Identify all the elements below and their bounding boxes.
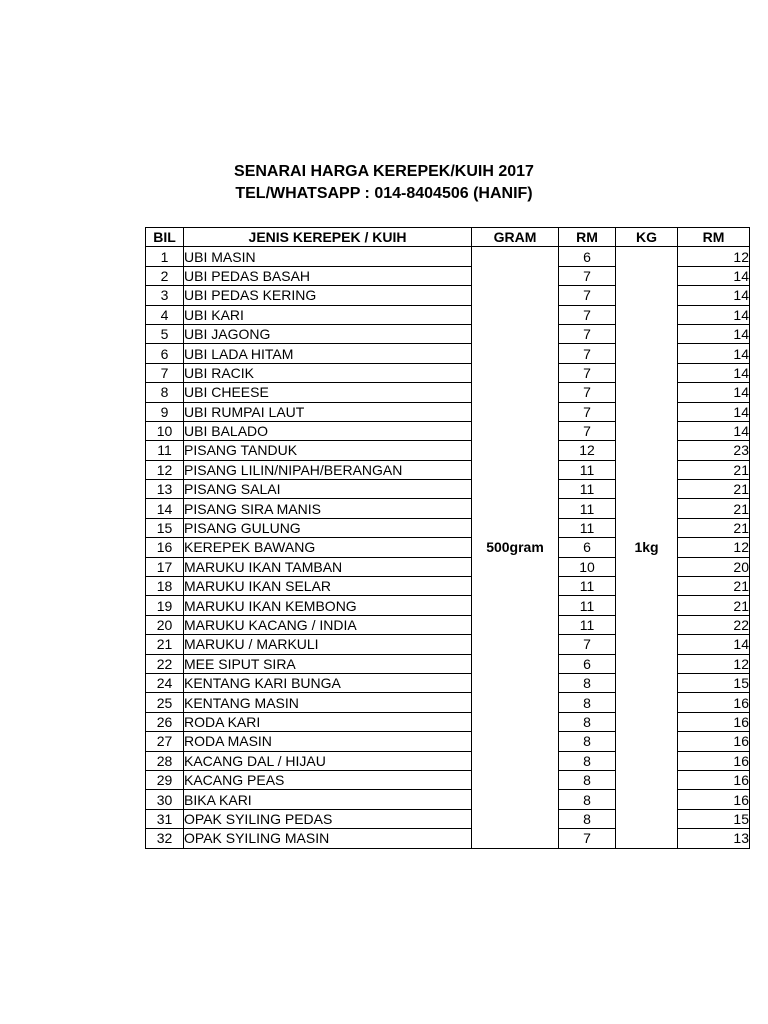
price-500g: 11 (559, 518, 616, 537)
price-1kg: 21 (678, 518, 750, 537)
item-name: MARUKU IKAN KEMBONG (184, 596, 472, 615)
row-number: 8 (146, 383, 184, 402)
price-1kg: 22 (678, 615, 750, 634)
row-number: 15 (146, 518, 184, 537)
price-500g: 8 (559, 732, 616, 751)
row-number: 30 (146, 790, 184, 809)
header-gram: GRAM (472, 228, 559, 247)
price-500g: 11 (559, 596, 616, 615)
row-number: 24 (146, 673, 184, 692)
price-1kg: 12 (678, 654, 750, 673)
item-name: UBI MASIN (184, 247, 472, 266)
price-500g: 7 (559, 344, 616, 363)
price-1kg: 14 (678, 344, 750, 363)
row-number: 10 (146, 421, 184, 440)
row-number: 25 (146, 693, 184, 712)
row-number: 5 (146, 324, 184, 343)
row-number: 22 (146, 654, 184, 673)
row-number: 29 (146, 770, 184, 789)
price-1kg: 21 (678, 577, 750, 596)
item-name: PISANG SALAI (184, 480, 472, 499)
price-1kg: 16 (678, 712, 750, 731)
price-500g: 8 (559, 712, 616, 731)
item-name: PISANG GULUNG (184, 518, 472, 537)
price-500g: 8 (559, 673, 616, 692)
item-name: BIKA KARI (184, 790, 472, 809)
price-500g: 6 (559, 247, 616, 266)
item-name: UBI CHEESE (184, 383, 472, 402)
price-500g: 8 (559, 809, 616, 828)
row-number: 28 (146, 751, 184, 770)
item-name: MEE SIPUT SIRA (184, 654, 472, 673)
price-500g: 7 (559, 829, 616, 848)
item-name: UBI BALADO (184, 421, 472, 440)
header-jenis: JENIS KEREPEK / KUIH (184, 228, 472, 247)
price-1kg: 16 (678, 790, 750, 809)
price-1kg: 14 (678, 421, 750, 440)
price-1kg: 16 (678, 751, 750, 770)
header-rm-500g: RM (559, 228, 616, 247)
kg-value: 1kg (616, 247, 678, 848)
price-1kg: 12 (678, 247, 750, 266)
row-number: 9 (146, 402, 184, 421)
item-name: PISANG TANDUK (184, 441, 472, 460)
price-1kg: 16 (678, 770, 750, 789)
price-500g: 11 (559, 577, 616, 596)
row-number: 21 (146, 635, 184, 654)
price-500g: 7 (559, 402, 616, 421)
item-name: OPAK SYILING MASIN (184, 829, 472, 848)
item-name: OPAK SYILING PEDAS (184, 809, 472, 828)
price-500g: 8 (559, 770, 616, 789)
row-number: 3 (146, 286, 184, 305)
item-name: MARUKU IKAN SELAR (184, 577, 472, 596)
price-1kg: 21 (678, 480, 750, 499)
row-number: 26 (146, 712, 184, 731)
item-name: PISANG LILIN/NIPAH/BERANGAN (184, 460, 472, 479)
price-1kg: 14 (678, 305, 750, 324)
item-name: UBI KARI (184, 305, 472, 324)
price-500g: 6 (559, 538, 616, 557)
price-1kg: 12 (678, 538, 750, 557)
row-number: 7 (146, 363, 184, 382)
item-name: PISANG SIRA MANIS (184, 499, 472, 518)
price-500g: 7 (559, 635, 616, 654)
item-name: KEREPEK BAWANG (184, 538, 472, 557)
price-500g: 11 (559, 460, 616, 479)
row-number: 1 (146, 247, 184, 266)
item-name: MARUKU KACANG / INDIA (184, 615, 472, 634)
row-number: 31 (146, 809, 184, 828)
header-kg: KG (616, 228, 678, 247)
item-name: UBI JAGONG (184, 324, 472, 343)
price-1kg: 14 (678, 383, 750, 402)
row-number: 20 (146, 615, 184, 634)
price-500g: 7 (559, 305, 616, 324)
price-500g: 8 (559, 693, 616, 712)
price-500g: 11 (559, 615, 616, 634)
header-rm-1kg: RM (678, 228, 750, 247)
item-name: MARUKU / MARKULI (184, 635, 472, 654)
price-1kg: 14 (678, 324, 750, 343)
item-name: KENTANG KARI BUNGA (184, 673, 472, 692)
price-1kg: 16 (678, 732, 750, 751)
price-500g: 12 (559, 441, 616, 460)
row-number: 11 (146, 441, 184, 460)
price-500g: 10 (559, 557, 616, 576)
price-table (145, 227, 750, 849)
row-number: 12 (146, 460, 184, 479)
row-number: 18 (146, 577, 184, 596)
price-1kg: 15 (678, 809, 750, 828)
item-name: RODA MASIN (184, 732, 472, 751)
table-row (146, 247, 750, 266)
price-500g: 11 (559, 499, 616, 518)
row-number: 6 (146, 344, 184, 363)
price-500g: 7 (559, 383, 616, 402)
row-number: 17 (146, 557, 184, 576)
item-name: KACANG PEAS (184, 770, 472, 789)
item-name: MARUKU IKAN TAMBAN (184, 557, 472, 576)
item-name: KENTANG MASIN (184, 693, 472, 712)
item-name: UBI RUMPAI LAUT (184, 402, 472, 421)
item-name: UBI PEDAS KERING (184, 286, 472, 305)
price-500g: 6 (559, 654, 616, 673)
page-title: SENARAI HARGA KEREPEK/KUIH 2017 (234, 163, 534, 180)
price-1kg: 14 (678, 402, 750, 421)
price-1kg: 13 (678, 829, 750, 848)
price-1kg: 21 (678, 460, 750, 479)
item-name: UBI RACIK (184, 363, 472, 382)
item-name: UBI PEDAS BASAH (184, 266, 472, 285)
price-1kg: 14 (678, 286, 750, 305)
header-bil: BIL (146, 228, 184, 247)
row-number: 27 (146, 732, 184, 751)
price-1kg: 20 (678, 557, 750, 576)
price-500g: 7 (559, 363, 616, 382)
row-number: 32 (146, 829, 184, 848)
price-500g: 7 (559, 266, 616, 285)
price-500g: 11 (559, 480, 616, 499)
row-number: 4 (146, 305, 184, 324)
table-body (146, 247, 750, 848)
price-500g: 7 (559, 286, 616, 305)
price-1kg: 14 (678, 363, 750, 382)
price-500g: 8 (559, 751, 616, 770)
price-1kg: 14 (678, 266, 750, 285)
price-1kg: 21 (678, 499, 750, 518)
row-number: 19 (146, 596, 184, 615)
price-500g: 8 (559, 790, 616, 809)
price-500g: 7 (559, 421, 616, 440)
contact-line: TEL/WHATSAPP : 014-8404506 (HANIF) (235, 185, 533, 202)
row-number: 16 (146, 538, 184, 557)
item-name: RODA KARI (184, 712, 472, 731)
price-1kg: 15 (678, 673, 750, 692)
table-header-row (146, 228, 750, 247)
gram-value: 500gram (472, 247, 559, 848)
item-name: UBI LADA HITAM (184, 344, 472, 363)
item-name: KACANG DAL / HIJAU (184, 751, 472, 770)
price-1kg: 21 (678, 596, 750, 615)
price-1kg: 23 (678, 441, 750, 460)
row-number: 14 (146, 499, 184, 518)
row-number: 13 (146, 480, 184, 499)
price-1kg: 16 (678, 693, 750, 712)
row-number: 2 (146, 266, 184, 285)
price-1kg: 14 (678, 635, 750, 654)
price-500g: 7 (559, 324, 616, 343)
